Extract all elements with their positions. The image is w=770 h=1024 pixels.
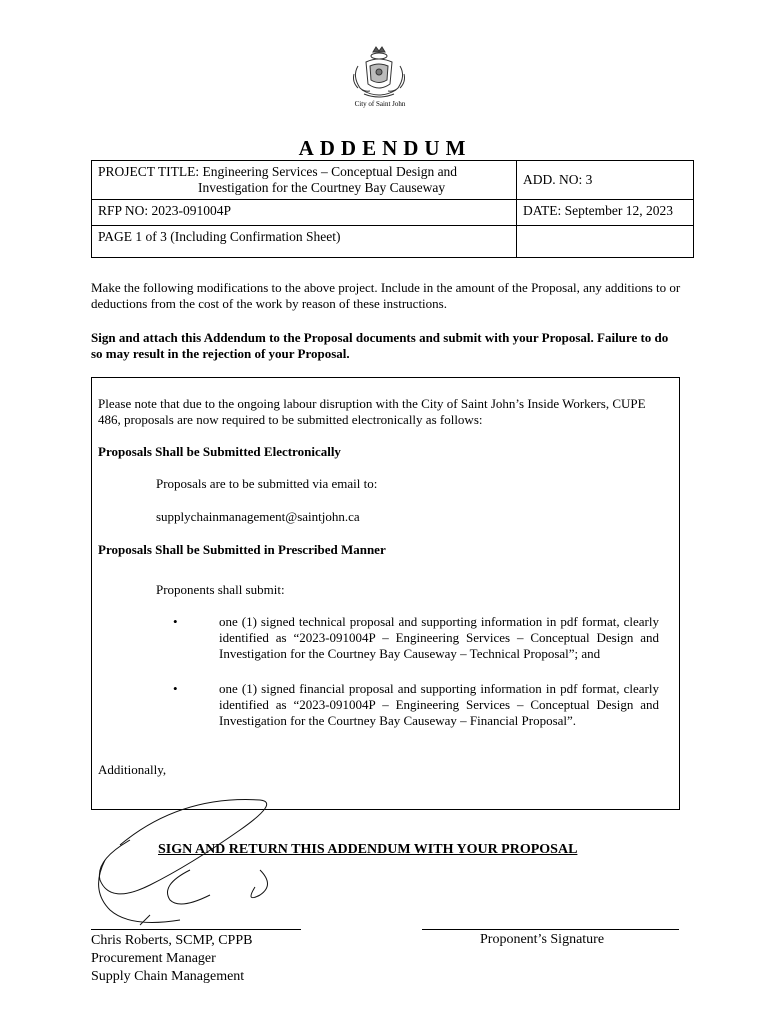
- electronic-submission-heading: Proposals Shall be Submitted Electronically: [98, 444, 341, 459]
- bullet-marker: •: [173, 681, 178, 696]
- submission-email[interactable]: supplychainmanagement@saintjohn.ca: [156, 509, 360, 524]
- handwritten-signature: [80, 785, 340, 935]
- bullet-financial-proposal: one (1) signed financial proposal and supporting information in pdf format, clearly identified as “2023-091004P – Engineering Services – Conceptual Design and Investigation for the Courtney Bay Causeway – Financial Proposal”.: [219, 681, 659, 728]
- document-title: ADDENDUM: [298, 136, 472, 160]
- warning-paragraph: Sign and attach this Addendum to the Proposal documents and submit with your Proposal. Failure to do so may result in the rejection of your Proposal.: [91, 330, 669, 361]
- signer-title: Procurement Manager: [91, 951, 216, 966]
- prescribed-manner-heading: Proposals Shall be Submitted in Prescribed Manner: [98, 542, 386, 557]
- signer-name: Chris Roberts, SCMP, CPPB: [91, 933, 253, 948]
- submit-via-text: Proposals are to be submitted via email to:: [156, 476, 378, 491]
- project-title-line1: PROJECT TITLE: Engineering Services – Conceptual Design and: [98, 164, 458, 179]
- proponents-submit-text: Proponents shall submit:: [156, 582, 285, 597]
- bullet-technical-proposal: one (1) signed technical proposal and supporting information in pdf format, clearly identified as “2023-091004P – Engineering Services – Conceptual Design and Investigation for the Courtney Bay Causeway – Technical Proposal”; and: [219, 614, 659, 661]
- additionally-text: Additionally,: [98, 762, 167, 777]
- rfp-number: RFP NO: 2023-091004P: [92, 200, 517, 226]
- bullet-marker: •: [173, 614, 178, 629]
- signer-signature-line: [91, 929, 301, 930]
- addendum-number: ADD. NO: 3: [517, 161, 694, 200]
- empty-cell: [517, 226, 694, 258]
- sign-return-instruction: SIGN AND RETURN THIS ADDENDUM WITH YOUR PROPOSAL: [158, 842, 578, 857]
- proponent-signature-label: Proponent’s Signature: [480, 932, 605, 947]
- notice-text: Please note that due to the ongoing labour disruption with the City of Saint John’s Inside Workers, CUPE 486, proposals are now required to be submitted electronically as follows:: [98, 396, 646, 427]
- project-title-cell: [92, 161, 517, 200]
- signer-department: Supply Chain Management: [91, 969, 245, 984]
- project-title-line2: Investigation for the Courtney Bay Causeway: [198, 180, 446, 195]
- intro-paragraph: Make the following modifications to the above project. Include in the amount of the Proposal, any additions to or deductions from the cost of the work by reason of these instructions.: [91, 280, 681, 311]
- addendum-header-table: [91, 160, 694, 258]
- seal-city-name: City of Saint John: [354, 100, 406, 108]
- addendum-date: DATE: September 12, 2023: [517, 200, 694, 226]
- proponent-signature-line: [422, 929, 679, 930]
- page-count: PAGE 1 of 3 (Including Confirmation Sheet): [92, 226, 517, 258]
